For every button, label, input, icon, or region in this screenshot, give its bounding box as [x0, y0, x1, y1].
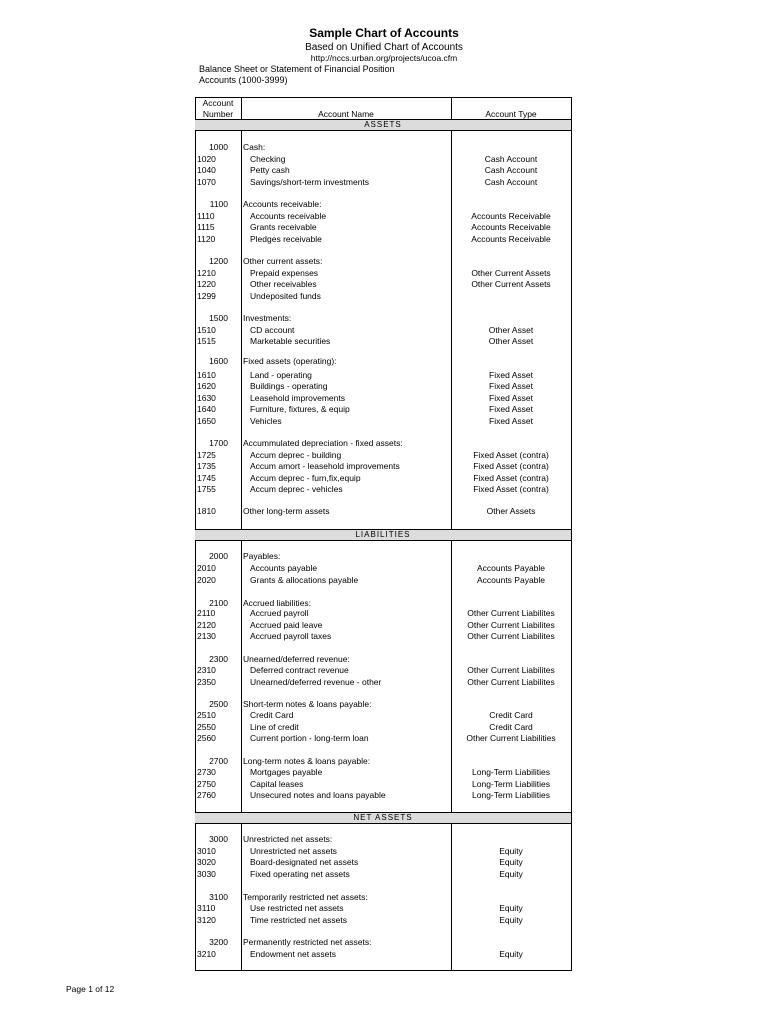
table-row — [195, 484, 571, 495]
account-number: 3010 — [197, 845, 216, 856]
table-row — [195, 846, 571, 857]
account-number: 1735 — [197, 461, 216, 471]
account-type: Equity — [499, 948, 523, 959]
table-row — [195, 767, 571, 778]
account-name: Short-term notes & loans payable: — [243, 698, 372, 709]
account-name: Time restricted net assets — [250, 914, 347, 925]
account-type: Fixed Asset — [489, 369, 533, 380]
account-name: Accum amort - leasehold improvements — [250, 461, 400, 471]
table-row — [195, 665, 571, 676]
account-name: Petty cash — [250, 165, 290, 175]
table-row — [195, 575, 571, 586]
table-row — [195, 949, 571, 960]
account-type: Credit Card — [489, 721, 533, 732]
account-name: Pledges receivable — [250, 233, 322, 244]
account-number: 1745 — [197, 472, 216, 483]
account-number: 1755 — [197, 484, 216, 494]
account-name: Unearned/deferred revenue - other — [250, 676, 382, 687]
account-number: 1040 — [197, 165, 216, 175]
table-row — [195, 199, 571, 210]
account-name: Accounts receivable: — [243, 199, 322, 209]
table-row — [195, 154, 571, 165]
account-type: Other Asset — [488, 336, 534, 346]
account-type: Fixed Asset — [489, 392, 533, 403]
section-heading: Balance Sheet or Statement of Financial Position — [199, 64, 395, 74]
table-row — [195, 620, 571, 631]
table-row — [195, 903, 571, 914]
account-number: 2550 — [197, 721, 216, 732]
table-row — [195, 356, 571, 367]
table-row — [195, 631, 571, 642]
account-number: 1070 — [197, 176, 216, 187]
account-number: 1515 — [197, 336, 216, 346]
account-name: Prepaid expenses — [250, 267, 319, 278]
account-name: Accrued paid leave — [250, 619, 323, 630]
account-name: Current portion - long-term loan — [250, 733, 369, 743]
account-type: Long-Term Liabilities — [472, 767, 550, 777]
account-type: Fixed Asset (contra) — [473, 484, 549, 494]
account-name: Credit Card — [250, 710, 294, 720]
account-type: Fixed Asset (contra) — [473, 472, 549, 483]
table-row — [195, 608, 571, 619]
table-row — [195, 869, 571, 880]
account-type: Accounts Receivable — [471, 233, 551, 244]
table-row — [195, 722, 571, 733]
account-name: Accrued payroll — [250, 608, 309, 618]
source-url: http://nccs.urban.org/projects/ucoa.cfm — [310, 53, 458, 63]
account-number: 2310 — [197, 665, 216, 675]
table-row — [195, 222, 571, 233]
account-type: Accounts Payable — [476, 574, 546, 585]
account-name: Furniture, fixtures, & equip — [250, 404, 350, 414]
account-name: Unrestricted net assets: — [243, 834, 333, 844]
account-number: 3110 — [197, 903, 216, 913]
section-band-liabilities: LIABILITIES — [195, 529, 571, 541]
account-name: Mortgages payable — [250, 767, 323, 777]
account-name: Payables: — [243, 551, 281, 561]
account-number: 1600 — [209, 356, 228, 366]
page-number: Page 1 of 12 — [66, 984, 115, 994]
account-number: 2020 — [197, 574, 216, 585]
account-type: Other Current Liabilites — [467, 608, 555, 618]
table-row — [195, 381, 571, 392]
column-header-number: Account Number — [202, 98, 234, 119]
account-number: 2130 — [197, 631, 216, 641]
table-row — [195, 165, 571, 176]
table-row — [195, 416, 571, 427]
account-number: 1500 — [209, 313, 228, 323]
account-type: Other Current Liabilities — [466, 733, 556, 743]
account-name: Unsecured notes and loans payable — [250, 790, 386, 800]
table-row — [195, 256, 571, 267]
table-row — [195, 915, 571, 926]
account-name: Leasehold improvements — [250, 392, 345, 403]
account-type: Equity — [499, 903, 523, 913]
account-name: Temporarily restricted net assets: — [243, 891, 368, 902]
account-type: Equity — [499, 914, 523, 925]
account-number: 1299 — [197, 290, 216, 301]
account-number: 2120 — [197, 619, 216, 630]
account-name: Accounts receivable — [250, 210, 327, 221]
account-number: 2100 — [209, 597, 228, 608]
document-subtitle: Based on Unified Chart of Accounts — [305, 42, 463, 53]
table-row — [195, 473, 571, 484]
account-number: 2300 — [209, 653, 228, 664]
account-type: Other Asset — [488, 324, 534, 335]
account-type: Fixed Asset (contra) — [473, 461, 549, 471]
account-name: Capital leases — [250, 778, 304, 789]
table-row — [195, 710, 571, 721]
account-type: Equity — [499, 868, 523, 879]
document-title: Sample Chart of Accounts — [309, 26, 459, 40]
account-name: Endowment net assets — [250, 948, 336, 959]
account-name: Grants receivable — [250, 222, 317, 232]
table-row — [195, 177, 571, 188]
account-number: 3030 — [197, 868, 216, 879]
account-name: Accummulated depreciation - fixed assets: — [243, 438, 403, 448]
accounts-table — [195, 97, 572, 971]
account-number: 3100 — [209, 891, 228, 902]
table-row — [195, 325, 571, 336]
account-number: 1210 — [197, 267, 216, 278]
account-number: 1620 — [197, 381, 216, 391]
account-number: 1650 — [197, 415, 216, 426]
account-name: Checking — [250, 153, 286, 164]
account-type: Cash Account — [484, 176, 538, 187]
account-name: Accum deprec - vehicles — [250, 484, 343, 494]
account-number: 1100 — [209, 199, 228, 209]
account-number: 1200 — [209, 256, 228, 266]
account-type: Other Current Liabilites — [467, 631, 555, 641]
table-row — [195, 370, 571, 381]
table-row — [195, 857, 571, 868]
table-row — [195, 892, 571, 903]
account-number: 1110 — [197, 210, 215, 221]
table-row — [195, 598, 571, 609]
account-type: Credit Card — [489, 710, 533, 720]
account-number: 1220 — [197, 279, 216, 289]
account-number: 3210 — [197, 948, 216, 959]
table-row — [195, 438, 571, 449]
table-row — [195, 834, 571, 845]
account-type: Cash Account — [484, 153, 538, 164]
account-number: 2010 — [197, 563, 216, 573]
account-number: 1115 — [197, 222, 215, 232]
account-name: Accounts payable — [250, 563, 318, 573]
account-name: Savings/short-term investments — [250, 176, 370, 187]
account-number: 2500 — [209, 698, 228, 709]
account-name: Unrestricted net assets — [250, 845, 337, 856]
account-name: Accum deprec - furn,fix,equip — [250, 472, 361, 483]
account-number: 3000 — [209, 834, 228, 844]
account-name: Board-designated net assets — [250, 857, 359, 867]
account-type: Fixed Asset (contra) — [473, 449, 549, 460]
account-name: Fixed operating net assets — [250, 868, 350, 879]
account-name: Use restricted net assets — [250, 903, 344, 913]
account-number: 2350 — [197, 676, 216, 687]
section-band-assets: ASSETS — [195, 119, 571, 131]
account-name: Vehicles — [250, 415, 282, 426]
table-row — [195, 279, 571, 290]
table-row — [195, 268, 571, 279]
account-number: 1725 — [197, 449, 216, 460]
account-name: Accrued payroll taxes — [250, 631, 332, 641]
account-type: Long-Term Liabilities — [472, 778, 550, 789]
table-row — [195, 291, 571, 302]
account-type: Long-Term Liabilities — [472, 790, 550, 800]
table-border-right — [571, 98, 572, 970]
table-row — [195, 677, 571, 688]
account-range: Accounts (1000-3999) — [199, 75, 288, 85]
table-row — [195, 404, 571, 415]
account-number: 1810 — [197, 506, 216, 516]
account-name: Line of credit — [250, 721, 299, 732]
table-row — [195, 461, 571, 472]
account-number: 2110 — [197, 608, 216, 618]
account-name: CD account — [250, 324, 295, 335]
account-name: Undeposited funds — [250, 290, 321, 301]
account-number: 1700 — [209, 438, 228, 448]
account-number: 3200 — [209, 937, 228, 947]
account-type: Fixed Asset — [489, 381, 533, 391]
account-number: 1510 — [197, 324, 216, 335]
table-row — [195, 450, 571, 461]
account-name: Marketable securities — [250, 336, 331, 346]
account-name: Accum deprec - building — [250, 449, 342, 460]
account-type: Equity — [499, 845, 523, 856]
account-name: Fixed assets (operating): — [243, 356, 337, 366]
account-number: 2750 — [197, 778, 216, 789]
table-row — [195, 937, 571, 948]
table-row — [195, 779, 571, 790]
table-row — [195, 142, 571, 153]
account-type: Accounts Receivable — [471, 210, 551, 221]
account-number: 1120 — [197, 233, 216, 244]
table-row — [195, 699, 571, 710]
account-name: Investments: — [243, 313, 292, 323]
account-number: 1020 — [197, 153, 216, 164]
account-number: 2760 — [197, 790, 216, 800]
account-name: Grants & allocations payable — [250, 574, 359, 585]
table-row — [195, 506, 571, 517]
section-band-net-assets: NET ASSETS — [195, 812, 571, 824]
account-type: Equity — [499, 857, 523, 867]
account-type: Other Assets — [486, 506, 536, 516]
account-type: Accounts Receivable — [471, 222, 551, 232]
account-number: 1000 — [209, 142, 228, 152]
account-name: Cash: — [243, 142, 266, 152]
account-number: 1640 — [197, 404, 216, 414]
table-row — [195, 790, 571, 801]
account-number: 1630 — [197, 392, 216, 403]
account-number: 3020 — [197, 857, 216, 867]
account-type: Other Current Assets — [471, 267, 551, 278]
account-name: Deferred contract revenue — [250, 665, 349, 675]
account-number: 2510 — [197, 710, 216, 720]
account-type: Fixed Asset — [489, 404, 533, 414]
account-type: Cash Account — [484, 165, 538, 175]
account-number: 2560 — [197, 733, 216, 743]
account-number: 2000 — [209, 551, 228, 561]
account-name: Unearned/deferred revenue: — [243, 653, 350, 664]
account-name: Other long-term assets — [243, 506, 330, 516]
table-row — [195, 211, 571, 222]
account-number: 1610 — [197, 369, 216, 380]
account-type: Other Current Liabilites — [467, 665, 555, 675]
account-name: Other receivables — [250, 279, 317, 289]
column-header-name: Account Name — [318, 109, 374, 119]
account-type: Fixed Asset — [489, 415, 533, 426]
account-number: 3120 — [197, 914, 216, 925]
table-row — [195, 563, 571, 574]
column-header-type: Account Type — [485, 109, 537, 119]
table-row — [195, 733, 571, 744]
table-row — [195, 551, 571, 562]
account-name: Permanently restricted net assets: — [243, 937, 372, 947]
table-row — [195, 336, 571, 347]
table-row — [195, 393, 571, 404]
account-type: Other Current Liabilites — [467, 676, 555, 687]
account-name: Buildings - operating — [250, 381, 328, 391]
account-number: 2700 — [209, 755, 228, 766]
table-row — [195, 234, 571, 245]
account-number: 2730 — [197, 767, 216, 777]
table-row — [195, 313, 571, 324]
table-row — [195, 756, 571, 767]
account-name: Accrued liabilities: — [243, 597, 312, 608]
account-name: Other current assets: — [243, 256, 323, 266]
table-row — [195, 654, 571, 665]
account-type: Accounts Payable — [476, 563, 546, 573]
account-name: Land - operating — [250, 369, 312, 380]
account-type: Other Current Liabilites — [467, 619, 555, 630]
account-type: Other Current Assets — [471, 279, 551, 289]
account-name: Long-term notes & loans payable: — [243, 755, 371, 766]
